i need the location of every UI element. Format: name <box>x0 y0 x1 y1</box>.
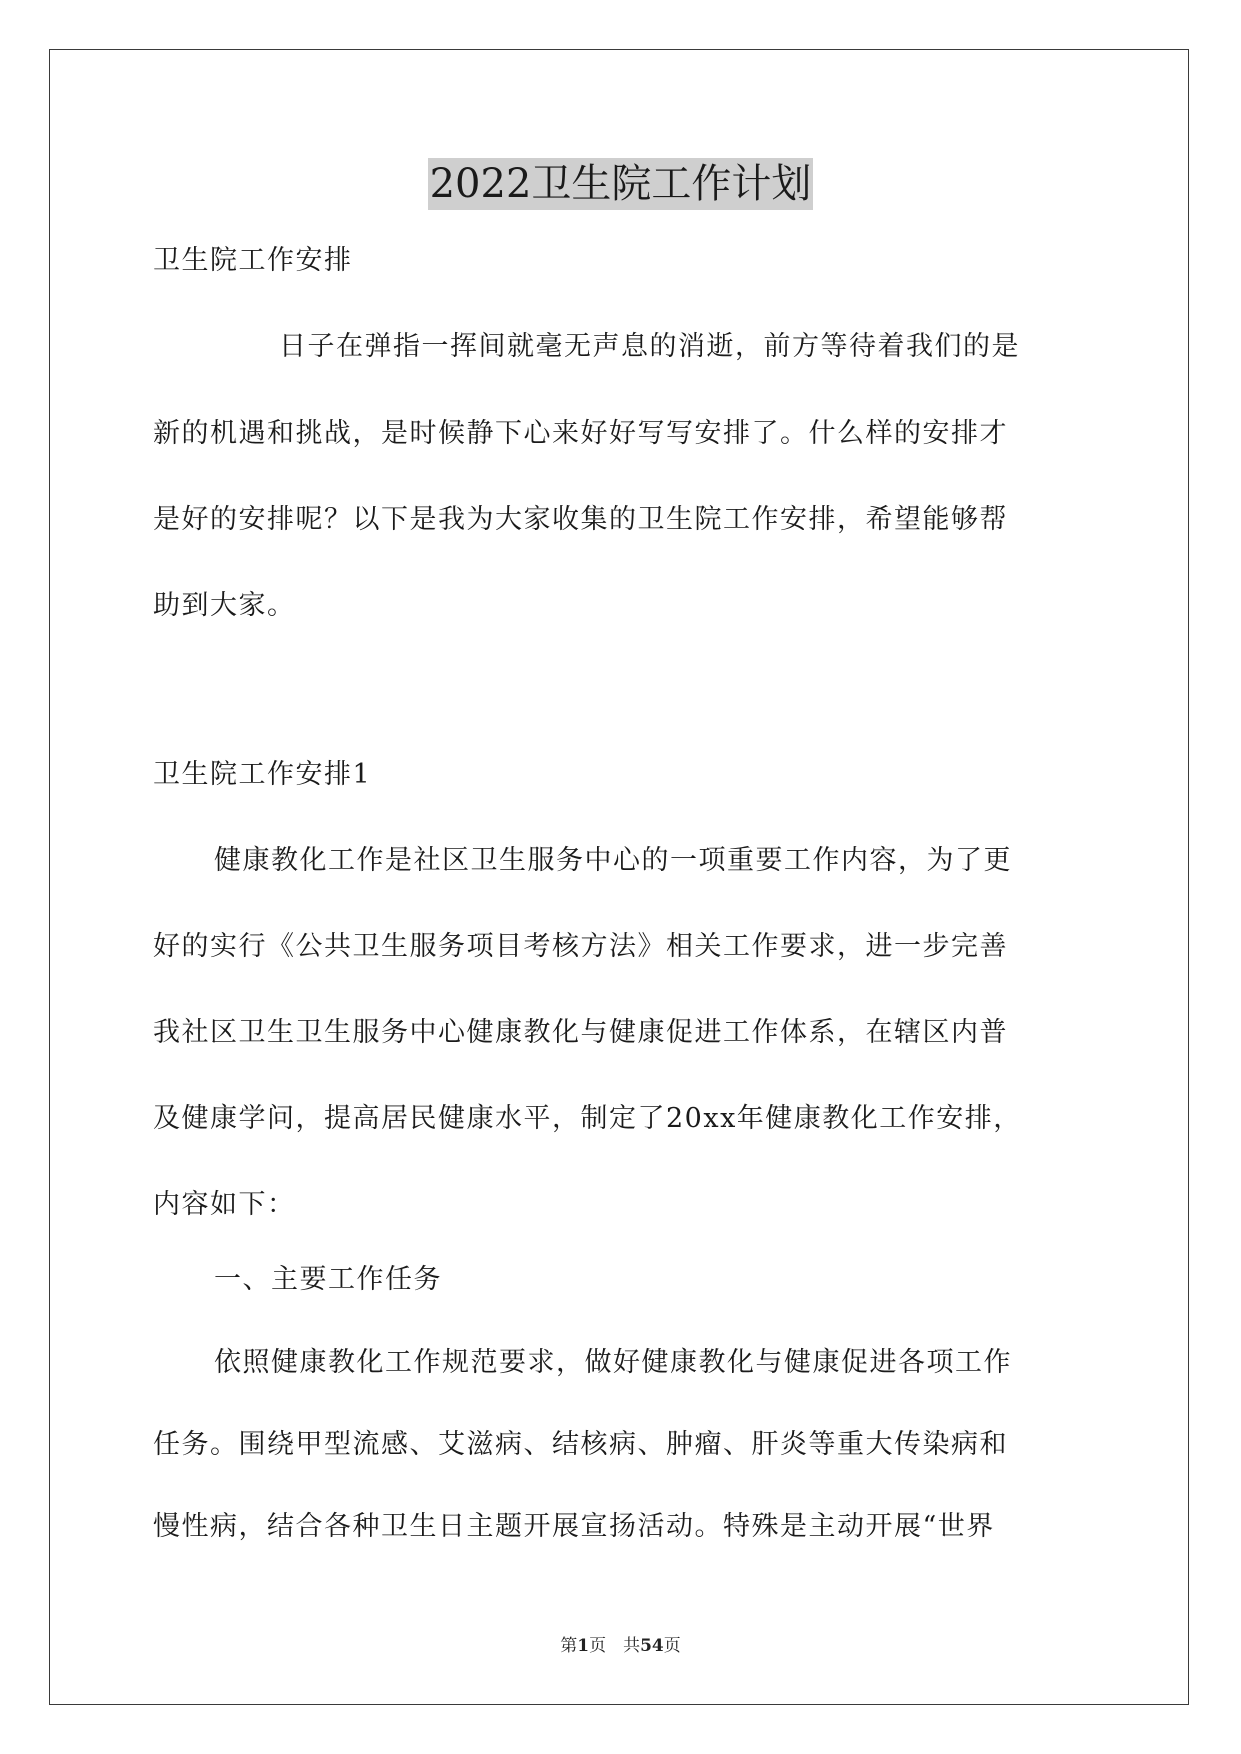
section-heading: 卫生院工作安排1 <box>153 759 372 790</box>
footer-suffix: 页 <box>663 1636 681 1656</box>
paragraph-line: 好的实行《公共卫生服务项目考核方法》相关工作要求，进一步完善 <box>153 931 1008 962</box>
paragraph-line: 助到大家。 <box>153 590 296 621</box>
paragraph-line: 新的机遇和挑战，是时候静下心来好好写写安排了。什么样的安排才 <box>153 418 1008 449</box>
current-page-number: 1 <box>577 1636 590 1656</box>
title-wrap <box>0 158 1241 210</box>
subsection-heading: 一、主要工作任务 <box>214 1264 442 1295</box>
footer-mid: 页 共 <box>589 1636 641 1656</box>
paragraph-line: 健康教化工作是社区卫生服务中心的一项重要工作内容，为了更 <box>214 845 1012 876</box>
footer-prefix: 第 <box>560 1636 578 1656</box>
total-pages-number: 54 <box>640 1636 664 1656</box>
paragraph-line: 任务。围绕甲型流感、艾滋病、结核病、肿瘤、肝炎等重大传染病和 <box>153 1429 1008 1460</box>
paragraph-line: 依照健康教化工作规范要求，做好健康教化与健康促进各项工作 <box>214 1347 1012 1378</box>
paragraph-line: 及健康学问，提高居民健康水平，制定了20xx年健康教化工作安排， <box>153 1103 1022 1134</box>
document-title: 2022卫生院工作计划 <box>428 158 814 210</box>
paragraph-line: 是好的安排呢？以下是我为大家收集的卫生院工作安排，希望能够帮 <box>153 504 1008 535</box>
paragraph-line: 慢性病，结合各种卫生日主题开展宣扬活动。特殊是主动开展“世界 <box>153 1511 995 1542</box>
paragraph-line: 内容如下： <box>153 1189 296 1220</box>
paragraph-line: 我社区卫生卫生服务中心健康教化与健康促进工作体系，在辖区内普 <box>153 1017 1008 1048</box>
page-footer <box>0 1631 1241 1656</box>
section-heading: 卫生院工作安排 <box>153 245 353 276</box>
paragraph-line: 日子在弹指一挥间就毫无声息的消逝，前方等待着我们的是 <box>279 331 1020 362</box>
